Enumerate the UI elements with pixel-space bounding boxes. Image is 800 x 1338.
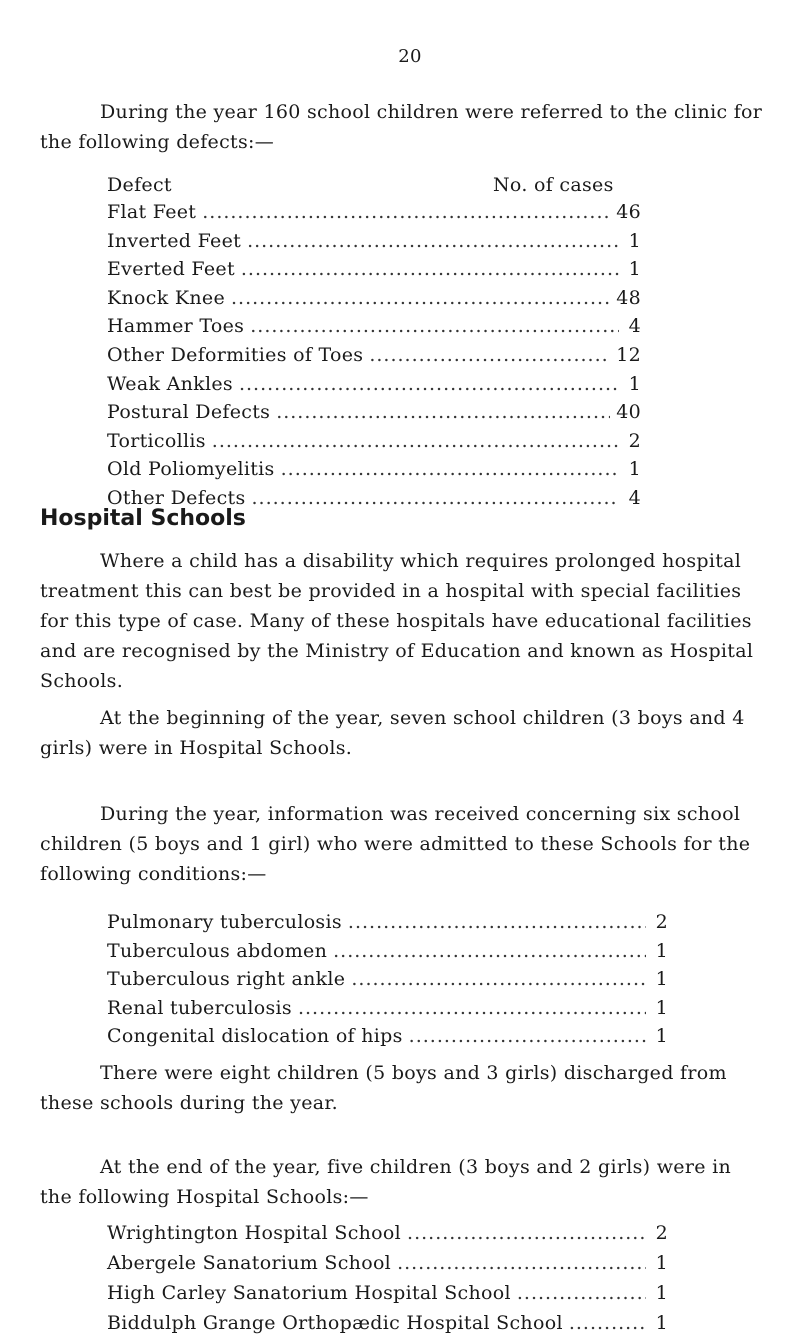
defect-label: Postural Defects [107, 401, 271, 424]
condition-count: 1 [655, 939, 668, 962]
hospital-paragraph: Where a child has a disability which requires prolonged hospital treatment this can best be provided in a hospital with special facilities for this type of case. Many of these hospitals have educational facilities and are recognised by the Ministry of Education and known as Hospital Schools. [40, 550, 754, 692]
defect-row [107, 284, 641, 313]
end-paragraph: At the end of the year, five children (3 boys and 2 girls) were in the following Hospital Schools:— [40, 1156, 732, 1208]
discharged-paragraph: There were eight children (5 boys and 3 girls) discharged from these schools during the year. [40, 1062, 727, 1114]
condition-count: 2 [655, 911, 668, 933]
defect-row [107, 255, 641, 284]
school-label: High Carley Sanatorium Hospital School [107, 1282, 511, 1304]
defect-label: Flat Feet [107, 201, 197, 223]
defect-label: Everted Feet [107, 258, 235, 281]
defect-row [107, 341, 641, 370]
beginning-paragraph: At the beginning of the year, seven school children (3 boys and 4 girls) were in Hospital Schools. [40, 707, 745, 759]
defect-row [107, 398, 641, 427]
defect-count: 1 [628, 372, 641, 395]
defect-label: Old Poliomyelitis [107, 458, 275, 481]
page-number: 20 [398, 46, 422, 67]
condition-label: Tuberculous abdomen [107, 939, 328, 962]
defect-label: Knock Knee [107, 286, 225, 309]
defect-label: Hammer Toes [107, 315, 245, 338]
defect-label: Other Deformities of Toes [107, 343, 364, 366]
cases-column-header: No. of cases [493, 174, 614, 196]
school-label: Wrightington Hospital School [107, 1222, 402, 1244]
school-row [107, 1218, 668, 1248]
defect-count: 1 [628, 229, 641, 252]
school-row [107, 1308, 668, 1338]
defect-row [107, 227, 641, 256]
defect-count: 12 [616, 343, 641, 366]
defect-count: 4 [628, 486, 641, 509]
defect-count: 4 [628, 315, 641, 338]
school-count: 1 [655, 1252, 668, 1274]
defect-label: Other Defects [107, 486, 246, 509]
condition-count: 1 [655, 996, 668, 1019]
intro-paragraph: During the year 160 school children were referred to the clinic for the following defects:— [40, 101, 763, 153]
condition-row [107, 908, 668, 937]
defect-row [107, 312, 641, 341]
section-heading: Hospital Schools [40, 506, 246, 531]
defect-label: Torticollis [107, 429, 206, 452]
school-count: 1 [655, 1282, 668, 1304]
condition-label: Congenital dislocation of hips [107, 1025, 403, 1047]
condition-row [107, 937, 668, 966]
defect-count: 2 [628, 429, 641, 452]
condition-count: 1 [655, 1025, 668, 1047]
defect-count: 1 [628, 258, 641, 281]
defect-row [107, 427, 641, 456]
defect-count: 48 [616, 286, 641, 309]
condition-row [107, 965, 668, 994]
condition-label: Tuberculous right ankle [107, 968, 346, 990]
condition-label: Renal tuberculosis [107, 996, 292, 1019]
schools-list [107, 1218, 668, 1338]
defect-label: Weak Ankles [107, 372, 233, 395]
condition-row [107, 1022, 668, 1051]
conditions-list [107, 908, 668, 1051]
defect-row [107, 455, 641, 484]
school-count: 1 [655, 1312, 668, 1334]
defect-column-header: Defect [107, 174, 172, 196]
school-row [107, 1278, 668, 1308]
defect-count: 46 [616, 201, 641, 223]
school-count: 2 [655, 1222, 668, 1244]
defect-row [107, 370, 641, 399]
defects-list [107, 198, 641, 513]
school-row [107, 1248, 668, 1278]
condition-label: Pulmonary tuberculosis [107, 911, 342, 933]
defect-count: 40 [616, 401, 641, 424]
defect-label: Inverted Feet [107, 229, 242, 252]
defect-count: 1 [628, 458, 641, 481]
condition-count: 1 [655, 968, 668, 990]
condition-row [107, 994, 668, 1023]
defect-row [107, 198, 641, 227]
during-paragraph: During the year, information was received concerning six school children (5 boys and 1 girl) who were admitted to these Schools for the following conditions:— [40, 803, 751, 885]
school-label: Biddulph Grange Orthopædic Hospital School [107, 1312, 563, 1334]
school-label: Abergele Sanatorium School [107, 1252, 392, 1274]
